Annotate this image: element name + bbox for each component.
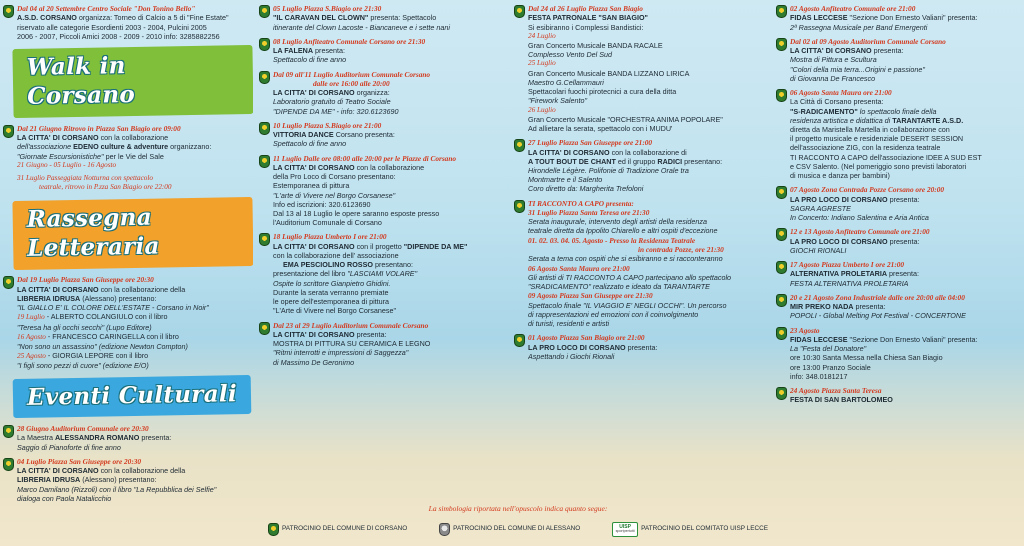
- uisp-logo-icon: UISP sportpertutti: [612, 522, 638, 537]
- crest-icon: [776, 327, 787, 340]
- section-banner-rassegna: Rassegna Letteraria: [12, 196, 253, 269]
- crest-icon: [259, 122, 270, 135]
- event-entry: TI RACCONTO A CAPO presenta: 31 Luglio Piazza Santa Teresa ore 21:30 Serata inaugurale, intervento degli artisti della residenza teatrale diretta da Ippolito Chiarello e altri ospiti d'eccezione 01. 02. 03. 04. 05. Agosto - Presso la Residenza Teatrale in contrada Pozze, ore 21:30 Serata a tema con ospiti che si esibiranno e si racconteranno 06 Agosto Santa Maura ore 21:00 Gli artisti di TI RACCONTO A CAPO partecipano allo spettacolo "SRADICAMENTO" realizzato e ideato da TARANTARTE 09 Agosto Piazza San Giuseppe ore 21:30 Spettacolo finale "IL VIAGGIO E' NEGLI OCCHI". Un percorso di rappresentazioni ed emozioni con il coinvolgimento di turisti, residenti e artisti: [514, 199, 772, 329]
- crest-icon: [3, 425, 14, 438]
- crest-icon: [3, 5, 14, 18]
- crest-icon: [514, 200, 525, 213]
- event-entry: 08 Luglio Anfiteatro Comunale Corsano ore 21:30 LA FALENA presenta: Spettacolo di fine anno: [259, 37, 509, 65]
- column-3: [514, 4, 772, 542]
- crest-icon: [776, 294, 787, 307]
- event-entry: Dal 24 al 26 Luglio Piazza San Biagio FESTA PATRONALE "SAN BIAGIO" Si esibiranno i Complessi Bandistici: 24 Luglio Gran Concerto Musicale BANDA RACALE Complesso Vento Del Sud 25 Luglio Gran Concerto Musicale BANDA LIZZANO LIRICA Maestro G.Cellammauri Spettacolari fuochi pirotecnici a cura della ditta "Firework Salento" 26 Luglio Gran Concerto Musicale "ORCHESTRA ANIMA POPOLARE" Ad allietare la serata, spettacolo con i MUDU': [514, 4, 772, 133]
- crest-icon: [776, 387, 787, 400]
- crest-icon: [259, 71, 270, 84]
- crest-icon: [439, 523, 450, 536]
- event-entry: 20 e 21 Agosto Zona Industriale dalle ore 20:00 alle 04:00 MIR PREKO NADA presenta: POPOLI - Global Melting Pot Festival - CONCERTONE: [776, 293, 1022, 321]
- event-entry: 01 Agosto Piazza San Biagio ore 21:00 LA PRO LOCO DI CORSANO presenta: Aspettando i Giochi Rionali: [514, 333, 772, 361]
- crest-icon: [3, 458, 14, 471]
- event-entry: 07 Agosto Zona Contrada Pozze Corsano ore 20:00 LA PRO LOCO DI CORSANO presenta: SAGRA AGRESTE In Concerto: Indiano Salentina e Aria Antica: [776, 185, 1022, 222]
- event-entry: 11 Luglio Dalle ore 08:00 alle 20:00 per le Piazze di Corsano LA CITTA' DI CORSANO con la collaborazione della Pro Loco di Corsano presentano: Estemporanea di pittura "L'arte di Vivere nel Borgo Corsanese" Info ed iscrizioni: 320.6123690 Dal 13 al 18 Luglio le opere saranno esposte presso l'Auditorium Comunale di Corsano: [259, 154, 509, 228]
- crest-icon: [259, 38, 270, 51]
- event-entry: Dal 09 all'11 Luglio Auditorium Comunale Corsano dalle ore 16:00 alle 20:00 LA CITTA' DI CORSANO organizza: Laboratorio gratuito di Teatro Sociale "DIPENDE DA ME" - info: 320.6123690: [259, 70, 509, 116]
- legend-uisp: UISP sportpertutti PATROCINIO DEL COMITATO UISP LECCE: [612, 522, 768, 537]
- event-entry: 18 Luglio Piazza Umberto I ore 21:00 LA CITTA' DI CORSANO con il progetto "DIPENDE DA ME" con la collaborazione dell' associazione EMA PESCIOLINO ROSSO presentano: presentazione del libro "LASCIAMI VOLARE" Ospite lo scrittore Gianpietro Ghidini. Durante la serata verranno premiate le opere dell'estemporanea di pittura "L'Arte di Vivere nel Borgo Corsanese": [259, 232, 509, 315]
- event-entry: 23 Agosto FIDAS LECCESE "Sezione Don Ernesto Valiani" presenta: La "Festa del Donatore" ore 10:30 Santa Messa nella Chiesa San Biagio ore 13:00 Pranzo Sociale info: 348.0181217: [776, 326, 1022, 381]
- legend-title: La simbologia riportata nell'opuscolo indica quanto segue:: [428, 504, 608, 513]
- crest-icon: [776, 38, 787, 51]
- crest-icon: [259, 5, 270, 18]
- column-1: [3, 4, 253, 542]
- event-entry: Dal 19 Luglio Piazza San Giuseppe ore 20:30 LA CITTA' DI CORSANO con la collaborazione della LIBRERIA IDRUSA (Alessano) presentano: "IL GIALLO E' IL COLORE DELL'ESTATE - Corsano in Noir" 19 Luglio - ALBERTO COLANGIULO con il libro "Teresa ha gli occhi secchi" (Lupo Editore) 16 Agosto - FRANCESCO CARINGELLA con il libro "Non sono un assassino" (edizione Newton Compton) 25 Agosto - GIORGIA LEPORE con il libro "I figli sono pezzi di cuore" (edizione E/O): [3, 275, 253, 370]
- crest-icon: [259, 233, 270, 246]
- crest-icon: [776, 5, 787, 18]
- event-entry: 17 Agosto Piazza Umberto I ore 21:00 ALTERNATIVA PROLETARIA presenta: FESTA ALTERNATIVA PROLETARIA: [776, 260, 1022, 288]
- crest-icon: [514, 334, 525, 347]
- legend: [268, 522, 768, 537]
- legend-footer: [268, 504, 768, 542]
- crest-icon: [3, 276, 14, 289]
- legend-alessano: PATROCINIO DEL COMUNE DI ALESSANO: [439, 522, 580, 537]
- event-entry: 04 Luglio Piazza San Giuseppe ore 20:30 LA CITTA' DI CORSANO con la collaborazione della LIBRERIA IDRUSA (Alessano) presentano: Marco Damilano (Rizzoli) con il libro "La Repubblica dei Selfie" dialoga con Paola Natalicchio: [3, 457, 253, 503]
- event-entry: 02 Agosto Anfiteatro Comunale ore 21:00 FIDAS LECCESE "Sezione Don Ernesto Valiani" presenta: 2ª Rassegna Musicale per Band Emergenti: [776, 4, 1022, 32]
- section-banner-walk: Walk in Corsano: [12, 45, 253, 118]
- event-entry: Dal 04 al 20 Settembre Centro Sociale "Don Tonino Bello" A.S.D. CORSANO organizza: Torneo di Calcio a 5 di "Fine Estate" riservato alle categorie Esordienti 2003 - 2004, Pulcini 2005 2006 - 2007, Piccoli Amici 2008 - 2009 - 2010 info: 3285882256: [3, 4, 253, 41]
- crest-icon: [514, 5, 525, 18]
- section-banner-eventi: Eventi Culturali: [13, 375, 252, 419]
- event-entry: 28 Giugno Auditorium Comunale ore 20:30 La Maestra ALESSANDRA ROMANO presenta: Saggio di Pianoforte di fine anno: [3, 424, 253, 452]
- event-entry: 10 Luglio Piazza S.Biagio ore 21:00 VITTORIA DANCE Corsano presenta: Spettacolo di fine anno: [259, 121, 509, 149]
- event-entry: Dal 23 al 29 Luglio Auditorium Comunale Corsano LA CITTA' DI CORSANO presenta: MOSTRA DI PITTURA SU CERAMICA E LEGNO "Ritmi interrotti e impressioni di Saggezza" di Massimo De Geronimo: [259, 321, 509, 367]
- event-entry: Dal 21 Giugno Ritrovo in Piazza San Biagio ore 09:00 LA CITTA' DI CORSANO con la collaborazione dell'associazione EDENO culture & adventure organizzano: "Giornate Escursionistiche" per le Vie del Sale 21 Giugno - 05 Luglio - 16 Agosto 31 Luglio Passeggiata Notturna con spettacolo teatrale, ritrovo in P.zza San Biagio ore 22:00: [3, 124, 253, 193]
- event-entry: 12 e 13 Agosto Anfiteatro Comunale ore 21:00 LA PRO LOCO DI CORSANO presenta: GIOCHI RIONALI: [776, 227, 1022, 255]
- crest-icon: [259, 155, 270, 168]
- event-date: Dal 04 al 20 Settembre Centro Sociale "Don Tonino Bello": [17, 4, 196, 13]
- crest-icon: [776, 228, 787, 241]
- crest-icon: [776, 89, 787, 102]
- crest-icon: [259, 322, 270, 335]
- column-4: [776, 4, 1022, 542]
- event-entry: 27 Luglio Piazza San Giuseppe ore 21:00 LA CITTA' DI CORSANO con la collaborazione di A TOUT BOUT DE CHANT ed il gruppo RADICI presentano: Hirondelle Légère. Polifonie di Tradizione Orale tra Montmartre e il Salento Coro diretto da: Margherita Trefoloni: [514, 138, 772, 193]
- legend-corsano: PATROCINIO DEL COMUNE DI CORSANO: [268, 522, 407, 537]
- event-entry: 24 Agosto Piazza Santa Teresa FESTA DI SAN BARTOLOMEO: [776, 386, 1022, 405]
- crest-icon: [268, 523, 279, 536]
- crest-icon: [514, 139, 525, 152]
- event-entry: Dal 02 al 09 Agosto Auditorium Comunale Corsano LA CITTA' DI CORSANO presenta: Mostra di Pittura e Scultura "Colori della mia terra...Origini e passione" di Giovanna De Francesco: [776, 37, 1022, 83]
- crest-icon: [776, 186, 787, 199]
- column-2: [259, 4, 509, 542]
- crest-icon: [776, 261, 787, 274]
- crest-icon: [3, 125, 14, 138]
- event-entry: 06 Agosto Santa Maura ore 21:00 La Città di Corsano presenta: "S-RADICAMENTO" lo spettacolo finale della residenza artistica e didattica di TARANTARTE A.S.D. diretta da Maristella Martella in collaborazione con il progetto musicale e residenziale DESERT SESSION dell'associazione ZIG, con la residenza teatrale TI RACCONTO A CAPO dell'associazione IDEE A SUD EST e CSV Salento. (Nel pomeriggio sono previsti laboratori di musica e danza per bambini): [776, 88, 1022, 180]
- event-entry: 05 Luglio Piazza S.Biagio ore 21:30 "IL CARAVAN DEL CLOWN" presenta: Spettacolo itinerante del Clown Lacoste - Biancaneve e i sette nani: [259, 4, 509, 32]
